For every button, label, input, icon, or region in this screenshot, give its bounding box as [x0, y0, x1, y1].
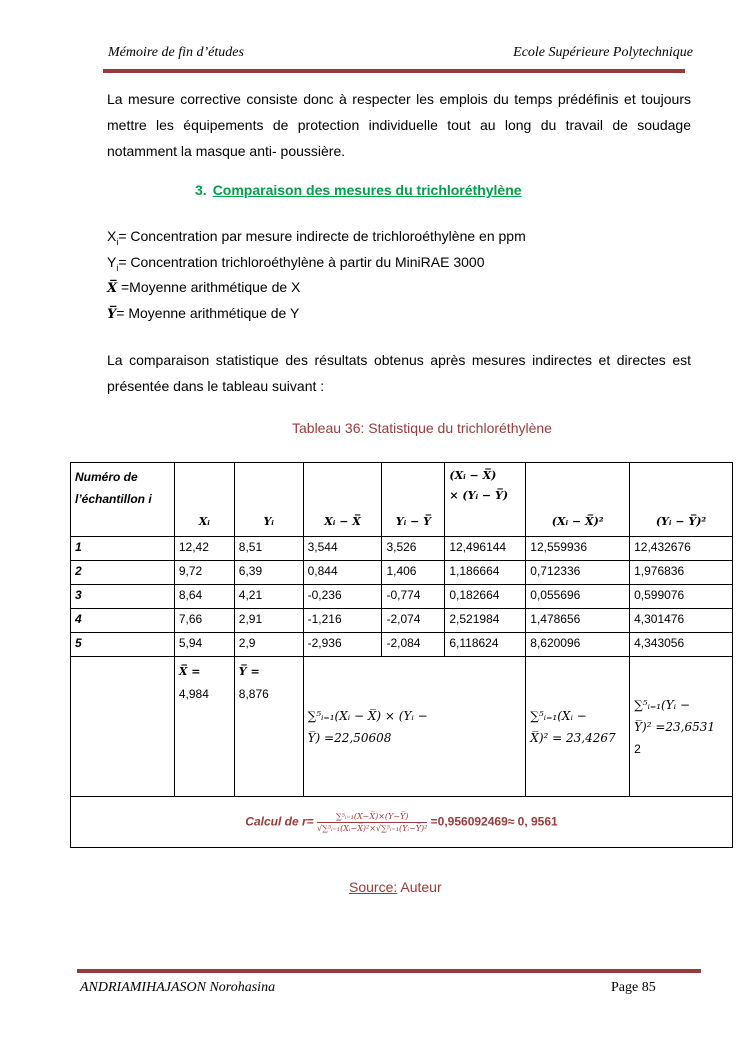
- header-right: Ecole Supérieure Polytechnique: [513, 45, 693, 60]
- source-line: [349, 879, 442, 895]
- table-header-row: [71, 463, 733, 537]
- header-xi-dev: Xᵢ − X̅: [303, 463, 382, 537]
- summary-xbar: [174, 657, 234, 797]
- sum-dy2-line1: ∑⁵ᵢ₌₁(Yᵢ −: [634, 697, 690, 712]
- header-rule: [103, 69, 685, 73]
- summary-row: [71, 657, 733, 797]
- header-product: [445, 463, 526, 537]
- sum-dx2-line2: X̅)² = 23,4267: [530, 730, 616, 745]
- header-product-line1: (Xᵢ − X̅): [449, 469, 497, 482]
- table-cell-dy2: 4,343056: [630, 633, 733, 657]
- header-sample: Numéro de l’échantillon i: [71, 463, 175, 537]
- table-cell-dy2: 1,976836: [630, 561, 733, 585]
- footer-author: ANDRIAMIHAJASON Norohasina: [80, 980, 276, 995]
- section-title: Comparaison des mesures du trichloréthylène: [212, 182, 522, 198]
- summary-xbar-value: 4,984: [178, 687, 209, 701]
- table-cell-p: 12,496144: [445, 537, 526, 561]
- summary-ybar-value: 8,876: [238, 687, 269, 701]
- table-row: [71, 633, 733, 657]
- correlation-numerator: ∑⁵ᵢ₌₁(X−X̅)×(Y−Y̅): [317, 812, 427, 823]
- yi-text: = Concentration trichloroéthylène à partir du MiniRAE 3000: [118, 254, 485, 270]
- summary-sum-dx2: [526, 657, 630, 797]
- ybar-text: = Moyenne arithmétique de Y: [116, 305, 300, 321]
- correlation-cell: [71, 797, 733, 848]
- table-cell-dy2: 4,301476: [630, 609, 733, 633]
- correlation-value: =0,956092469≈ 0, 9561: [430, 814, 558, 829]
- table-cell-dx: 3,544: [303, 537, 382, 561]
- table-cell-dx: -2,936: [303, 633, 382, 657]
- table-cell-dy2: 12,432676: [630, 537, 733, 561]
- table-cell-dx2: 12,559936: [526, 537, 630, 561]
- table-data-rows: [71, 537, 733, 657]
- header-product-line2: × (Yᵢ − Y̅): [449, 489, 509, 502]
- table-cell-dx2: 0,712336: [526, 561, 630, 585]
- table-cell-n: 4: [71, 609, 175, 633]
- table-cell-n: 2: [71, 561, 175, 585]
- header-yi-dev: Yᵢ − Y̅: [382, 463, 445, 537]
- footer-rule: [77, 969, 701, 973]
- source-value: Auteur: [397, 879, 442, 895]
- table-cell-p: 0,182664: [445, 585, 526, 609]
- yi-symbol: Y: [107, 254, 117, 270]
- table-cell-dy: 1,406: [382, 561, 445, 585]
- table-cell-dx2: 1,478656: [526, 609, 630, 633]
- table-caption: Tableau 36: Statistique du trichloréthylène: [292, 420, 552, 436]
- yi-subscript: i: [116, 262, 119, 273]
- table-cell-n: 1: [71, 537, 175, 561]
- table-cell-dy: -0,774: [382, 585, 445, 609]
- table-row: [71, 561, 733, 585]
- table-cell-dx: -0,236: [303, 585, 382, 609]
- section-number: 3.: [195, 182, 207, 198]
- table-cell-dy2: 0,599076: [630, 585, 733, 609]
- definition-xbar: [107, 279, 300, 296]
- xi-subscript: i: [116, 236, 119, 247]
- header-yi: Yᵢ: [234, 463, 303, 537]
- summary-ybar-label: Y̅ =: [238, 665, 260, 678]
- table-cell-y: 6,39: [234, 561, 303, 585]
- table-row: [71, 585, 733, 609]
- xbar-symbol: X̅: [107, 281, 118, 296]
- correlation-denominator: √∑⁵ᵢ₌₁(Xᵢ−X̅)²×√∑⁵ᵢ₌₁(Yᵢ−Y̅)²: [317, 823, 428, 833]
- statistics-table: [70, 462, 733, 848]
- table-cell-p: 2,521984: [445, 609, 526, 633]
- summary-xbar-label: X̅ =: [178, 665, 201, 678]
- table-cell-p: 6,118624: [445, 633, 526, 657]
- sum-dx2-line1: ∑⁵ᵢ₌₁(Xᵢ −: [530, 708, 587, 723]
- table-cell-x: 8,64: [174, 585, 234, 609]
- header-yi-dev-sq: (Yᵢ − Y̅)²: [630, 463, 733, 537]
- table-cell-x: 5,94: [174, 633, 234, 657]
- table-cell-p: 1,186664: [445, 561, 526, 585]
- table-cell-x: 9,72: [174, 561, 234, 585]
- summary-empty-cell: [71, 657, 175, 797]
- correlation-label: Calcul de r=: [245, 814, 314, 829]
- table-cell-y: 2,91: [234, 609, 303, 633]
- xbar-text: =Moyenne arithmétique de X: [117, 279, 301, 295]
- table-cell-x: 7,66: [174, 609, 234, 633]
- footer-page: Page 85: [611, 980, 656, 995]
- xi-symbol: X: [107, 228, 117, 244]
- correlation-fraction: [317, 812, 427, 833]
- table-cell-dy: -2,084: [382, 633, 445, 657]
- table-cell-y: 8,51: [234, 537, 303, 561]
- xi-text: = Concentration par mesure indirecte de trichloroéthylène en ppm: [118, 228, 526, 244]
- table-cell-dx: -1,216: [303, 609, 382, 633]
- header-xi-dev-sq: (Xᵢ − X̅)²: [526, 463, 630, 537]
- definition-xi: [107, 228, 526, 247]
- table-cell-y: 4,21: [234, 585, 303, 609]
- section-heading: [195, 182, 522, 198]
- table-cell-y: 2,9: [234, 633, 303, 657]
- table-cell-dx: 0,844: [303, 561, 382, 585]
- definition-ybar: [107, 305, 299, 322]
- source-label: Source:: [349, 879, 398, 895]
- sum-product-line1: ∑⁵ᵢ₌₁(Xᵢ − X̅) × (Yᵢ −: [307, 708, 428, 723]
- comparison-paragraph: La comparaison statistique des résultats obtenus après mesures indirectes et directes est présentée dans le tableau suivant :: [107, 352, 691, 394]
- intro-paragraph: La mesure corrective consiste donc à respecter les emplois du temps prédéfinis et toujours mettre les équipements de protection individuelle tout au long du travail de soudage notamment la masque anti- poussière.: [107, 91, 691, 159]
- table-row: [71, 537, 733, 561]
- table-cell-n: 3: [71, 585, 175, 609]
- table-row: [71, 609, 733, 633]
- summary-sum-product: [303, 657, 526, 797]
- header-xi: Xᵢ: [174, 463, 234, 537]
- table-cell-x: 12,42: [174, 537, 234, 561]
- header-left: Mémoire de fin d’études: [108, 45, 244, 60]
- summary-ybar: [234, 657, 303, 797]
- sum-dy2-line2: Y̅)² =23,6531: [634, 719, 715, 734]
- table-cell-dy: 3,526: [382, 537, 445, 561]
- sum-dy2-line3: 2: [634, 741, 641, 756]
- correlation-row: [71, 797, 733, 848]
- sum-product-line2: Y̅) =22,50608: [307, 730, 392, 745]
- table-cell-dx2: 8,620096: [526, 633, 630, 657]
- summary-sum-dy2: [630, 657, 733, 797]
- definition-yi: [107, 254, 485, 273]
- table-cell-n: 5: [71, 633, 175, 657]
- ybar-symbol: Y̅: [107, 307, 117, 322]
- table-cell-dy: -2,074: [382, 609, 445, 633]
- table-cell-dx2: 0,055696: [526, 585, 630, 609]
